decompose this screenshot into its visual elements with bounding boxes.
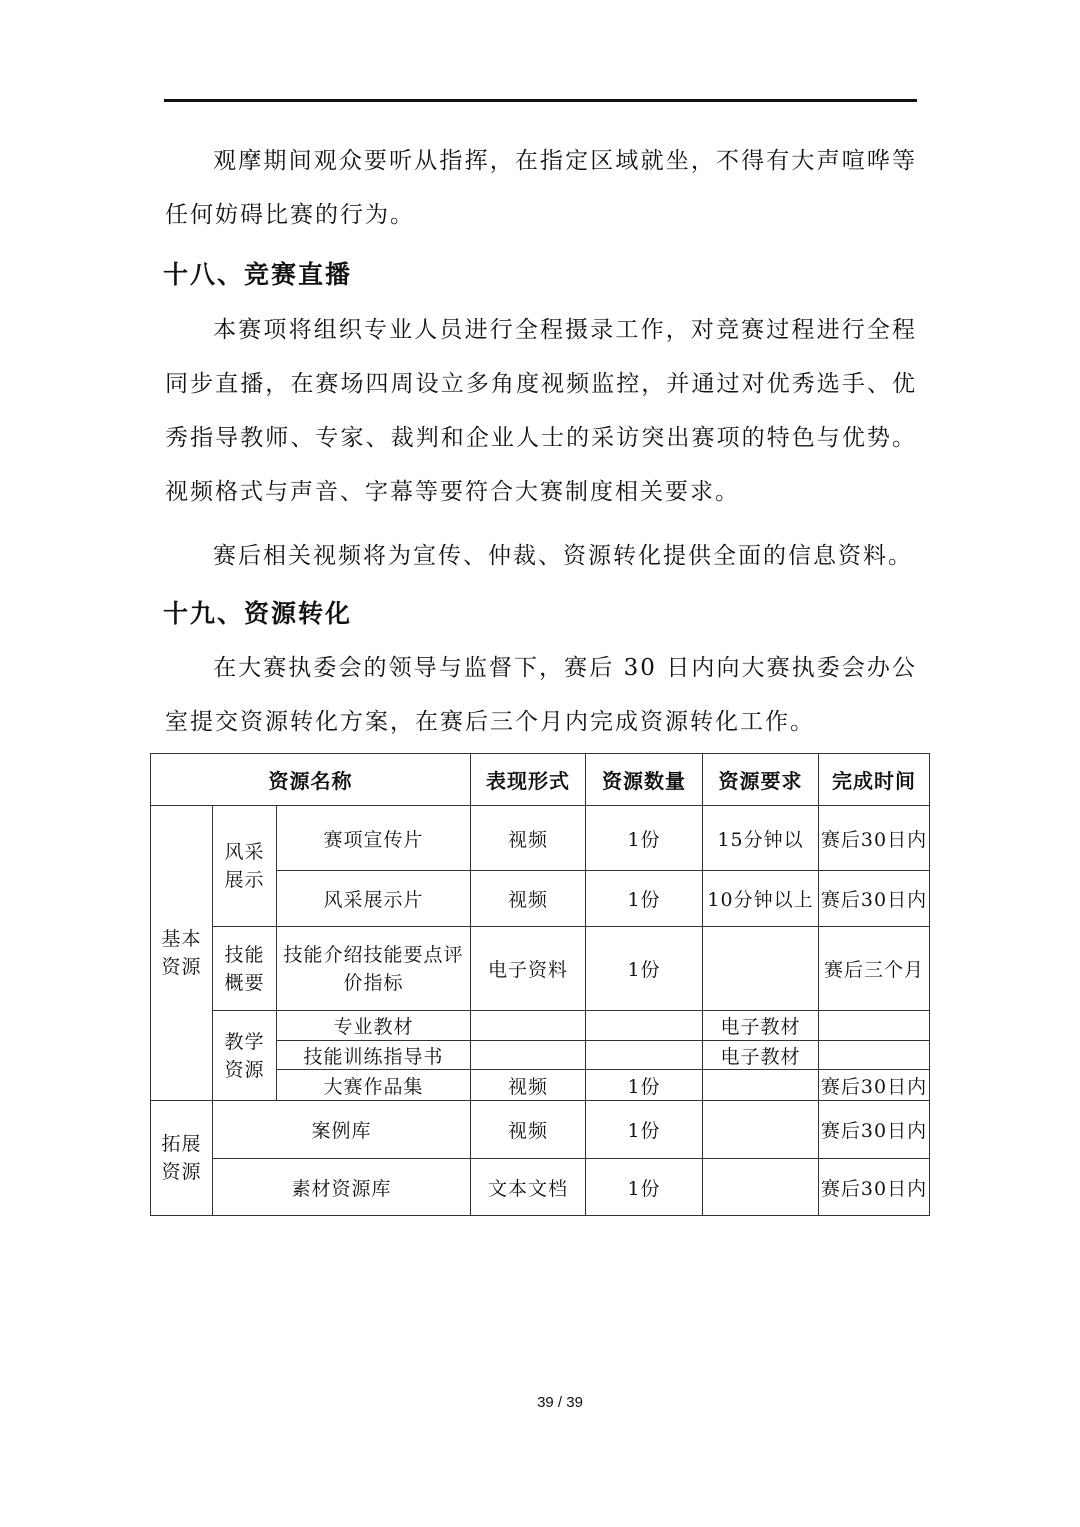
cell-form: [471, 1041, 586, 1070]
subgroup-style-showcase: 风采展示: [213, 806, 277, 927]
cell-name: 案例库: [213, 1101, 471, 1159]
table-row: [151, 1101, 930, 1159]
group-extended-resources: 拓展资源: [151, 1101, 213, 1216]
table-header-row: [151, 754, 930, 806]
subgroup-skill-overview: 技能概要: [213, 927, 277, 1011]
resource-table: [150, 753, 930, 1216]
header-quantity: 资源数量: [586, 754, 703, 806]
cell-quantity: 1份: [586, 1159, 703, 1216]
cell-name: 大赛作品集: [277, 1070, 471, 1101]
page-number: 39 / 39: [537, 1394, 583, 1411]
cell-form: 视频: [471, 871, 586, 927]
table-row: [151, 806, 930, 871]
header-deadline: 完成时间: [819, 754, 930, 806]
cell-deadline: 赛后三个月: [819, 927, 930, 1011]
cell-name: 赛项宣传片: [277, 806, 471, 871]
cell-deadline: 赛后30日内: [819, 1070, 930, 1101]
group-basic-resources: 基本资源: [151, 806, 213, 1101]
paragraph-video-usage: 赛后相关视频将为宣传、仲裁、资源转化提供全面的信息资料。: [213, 543, 913, 569]
cell-requirement: 电子教材: [703, 1011, 819, 1041]
paragraph-resource-conversion: 在大赛执委会的领导与监督下，赛后 30 日内向大赛执委会办公室提交资源转化方案，在赛后三个月内完成资源转化工作。: [165, 655, 917, 735]
cell-requirement: [703, 1159, 819, 1216]
cell-form: 视频: [471, 806, 586, 871]
header-requirement: 资源要求: [703, 754, 819, 806]
cell-form: 视频: [471, 1101, 586, 1159]
cell-deadline: 赛后30日内: [819, 1159, 930, 1216]
cell-requirement: [703, 1070, 819, 1101]
cell-quantity: [586, 1011, 703, 1041]
header-rule: [164, 99, 917, 102]
cell-form: 电子资料: [471, 927, 586, 1011]
cell-quantity: [586, 1041, 703, 1070]
cell-quantity: 1份: [586, 927, 703, 1011]
cell-deadline: 赛后30日内: [819, 806, 930, 871]
section-heading-19: 十九、资源转化: [163, 599, 353, 628]
cell-deadline: 赛后30日内: [819, 871, 930, 927]
section-heading-18: 十八、竞赛直播: [163, 260, 353, 289]
cell-form: [471, 1011, 586, 1041]
cell-name: 风采展示片: [277, 871, 471, 927]
table-row: [151, 1011, 930, 1041]
cell-deadline: [819, 1041, 930, 1070]
cell-form: 文本文档: [471, 1159, 586, 1216]
paragraph-broadcast: 本赛项将组织专业人员进行全程摄录工作，对竞赛过程进行全程同步直播，在赛场四周设立多角度视频监控，并通过对优秀选手、优秀指导教师、专家、裁判和企业人士的采访突出赛项的特色与优势。视频格式与声音、字幕等要符合大赛制度相关要求。: [165, 317, 917, 505]
table-row: [151, 1159, 930, 1216]
cell-form: 视频: [471, 1070, 586, 1101]
cell-name: 素材资源库: [213, 1159, 471, 1216]
cell-deadline: [819, 1011, 930, 1041]
paragraph-audience: 观摩期间观众要听从指挥，在指定区域就坐，不得有大声喧哗等任何妨碍比赛的行为。: [165, 148, 917, 228]
cell-requirement: 10分钟以上: [703, 871, 819, 927]
cell-name: 技能训练指导书: [277, 1041, 471, 1070]
header-resource-name: 资源名称: [151, 754, 471, 806]
cell-quantity: 1份: [586, 1070, 703, 1101]
cell-requirement: 电子教材: [703, 1041, 819, 1070]
cell-quantity: 1份: [586, 1101, 703, 1159]
cell-requirement: [703, 927, 819, 1011]
cell-quantity: 1份: [586, 871, 703, 927]
cell-requirement: [703, 1101, 819, 1159]
cell-deadline: 赛后30日内: [819, 1101, 930, 1159]
cell-name: 技能介绍技能要点评价指标: [277, 927, 471, 1011]
cell-name: 专业教材: [277, 1011, 471, 1041]
header-form: 表现形式: [471, 754, 586, 806]
cell-quantity: 1份: [586, 806, 703, 871]
table-row: [151, 927, 930, 1011]
cell-requirement: 15分钟以: [703, 806, 819, 871]
subgroup-teaching-resources: 教学资源: [213, 1011, 277, 1101]
